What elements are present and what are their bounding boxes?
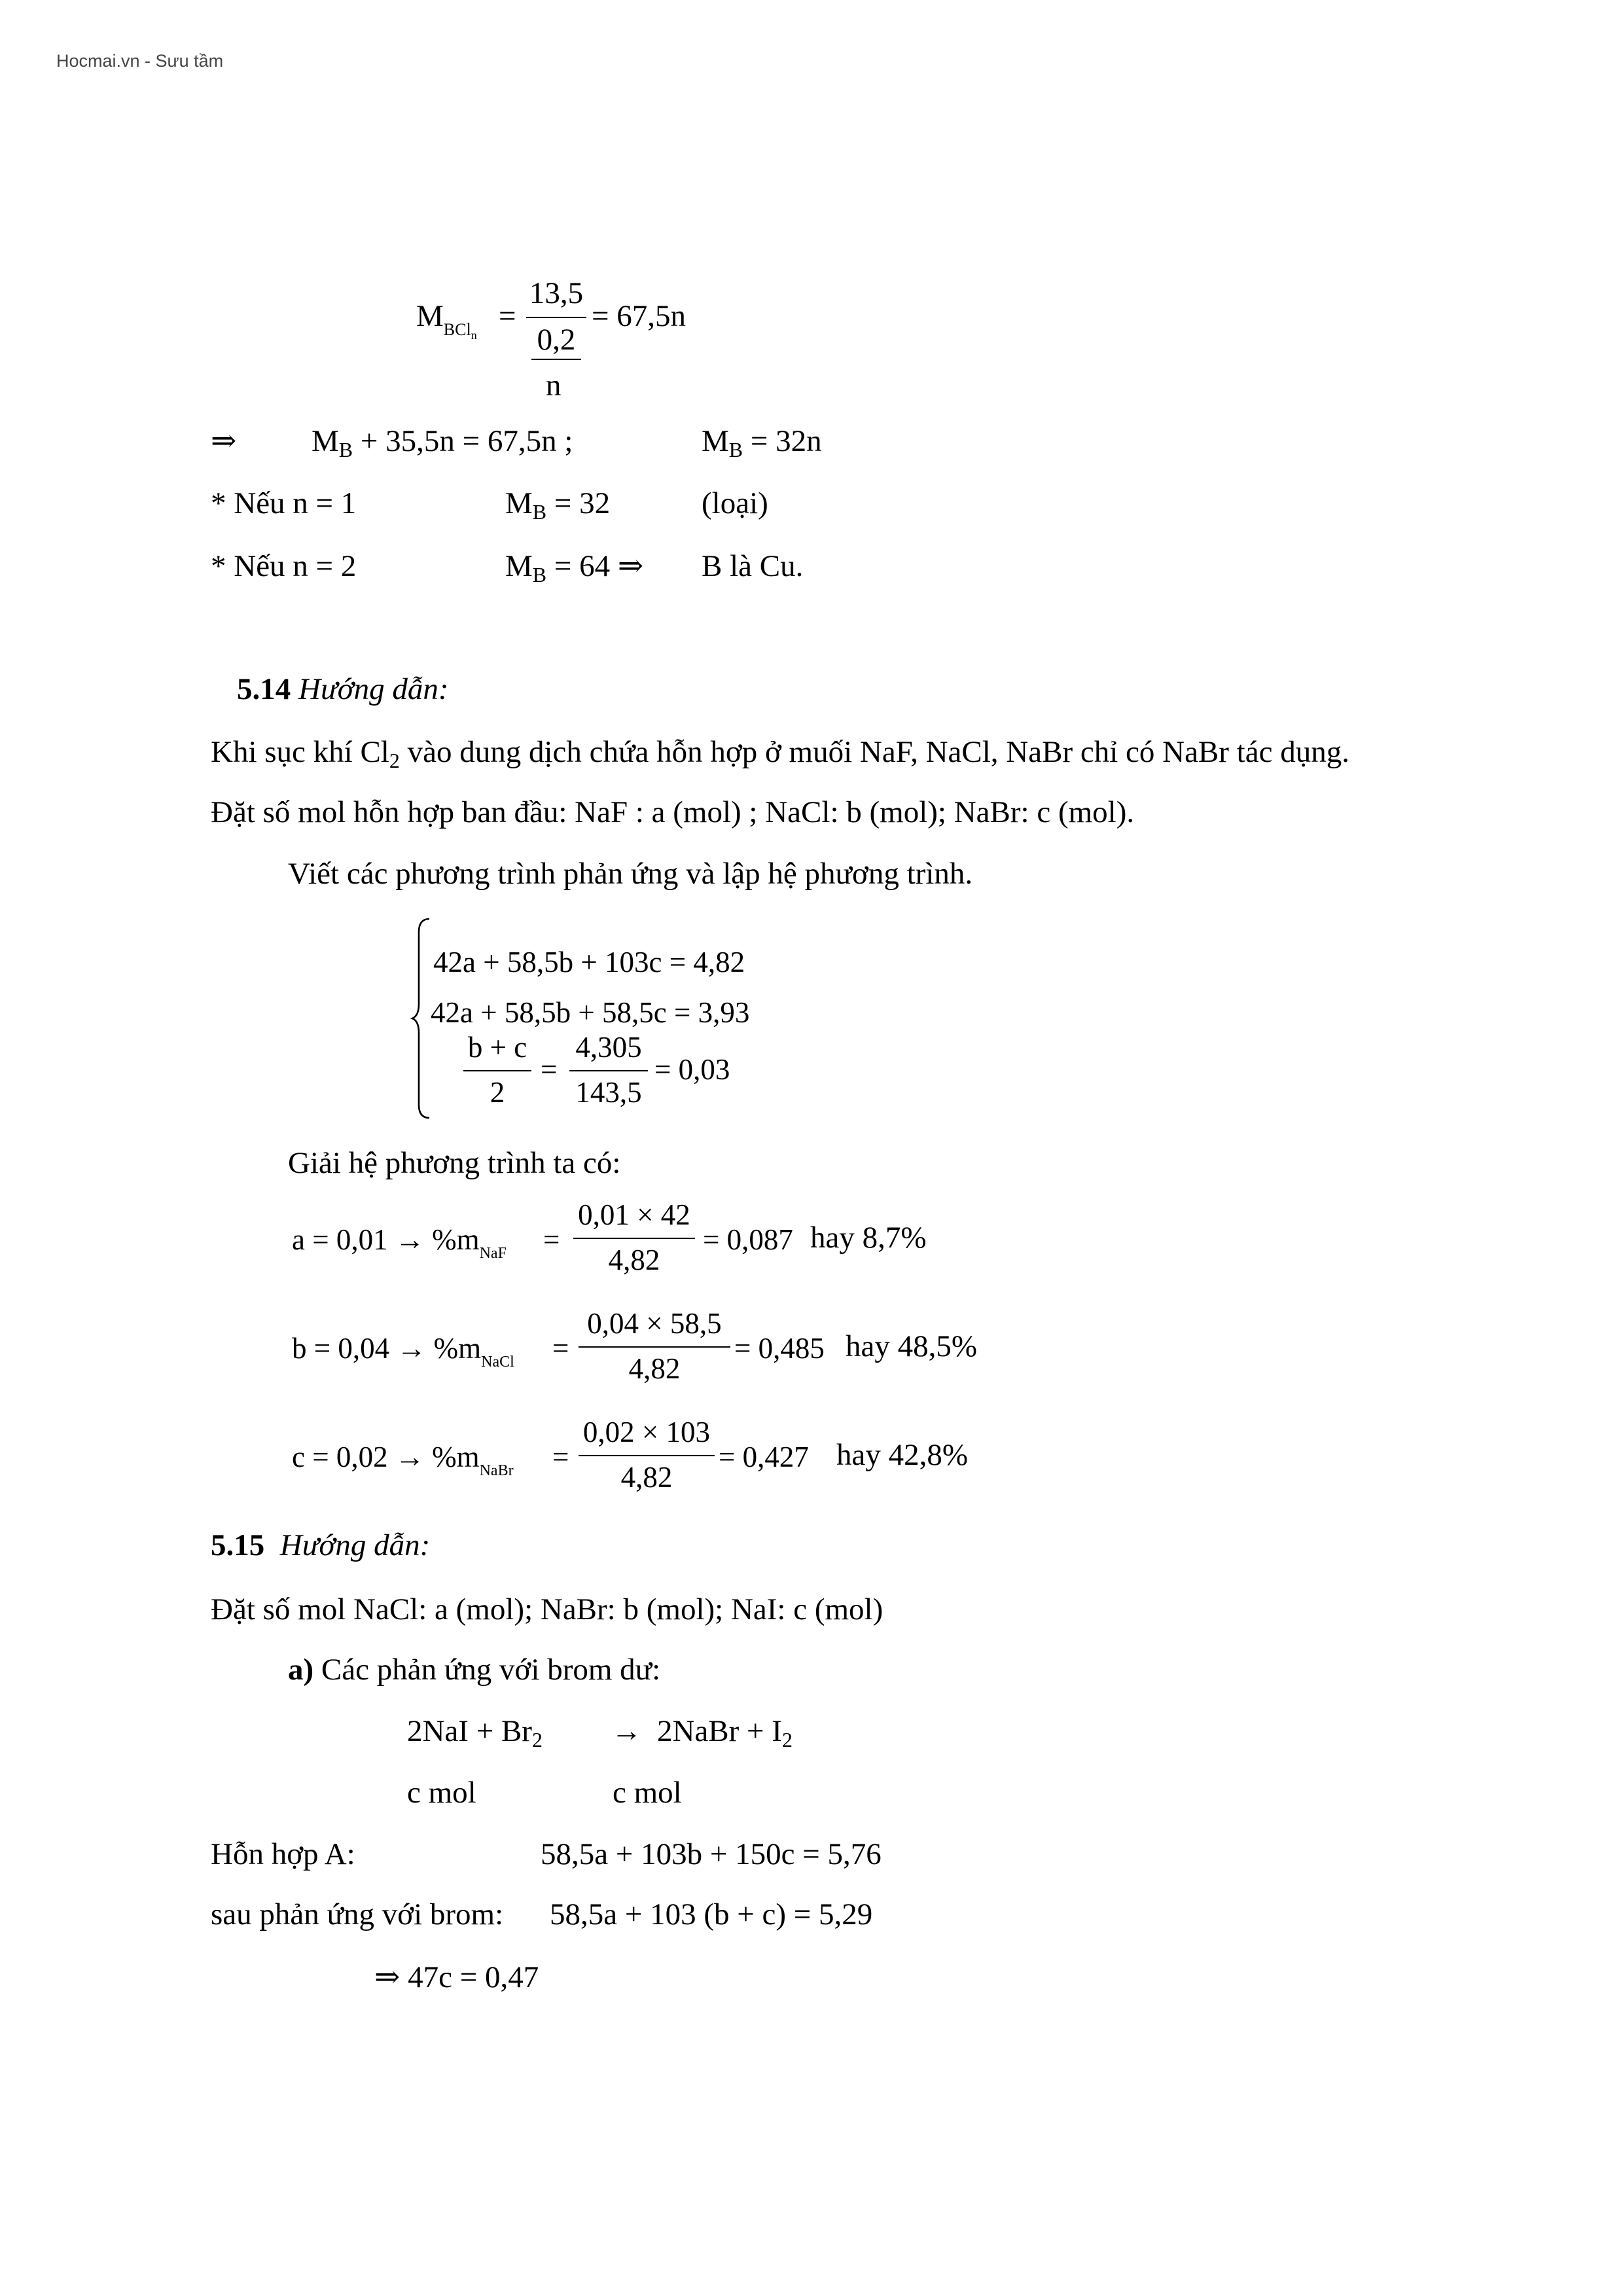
molar-mass-result: = 67,5n	[592, 299, 687, 333]
system-eq3-result: = 0,03	[654, 1053, 730, 1086]
s514-paragraph-1: Khi sục khí $Cl_2$ vào dung dịch chứa hỗn hợp ở muối NaF, NaCl, NaBr chỉ có NaBr tác dụng.	[211, 735, 1349, 772]
result-naf-value: = 0,087	[703, 1223, 793, 1256]
fraction-bar	[579, 1346, 730, 1348]
result-nabr-percent: hay 42,8%	[836, 1438, 969, 1472]
result-nabr-left: $c = 0,02 \to \%m_{NaBr}$	[292, 1441, 514, 1480]
after-bromine-equation: 58,5a + 103 (b + c) = 5,29	[550, 1897, 873, 1931]
s514-paragraph-2: Đặt số mol hỗn hợp ban đầu: NaF : a (mol) ; NaCl: b (mol); NaBr: c (mol).	[211, 795, 1135, 829]
implies-arrow: ⇒	[211, 424, 237, 458]
result-nabr-numerator: 0,02 × 103	[582, 1416, 711, 1448]
fraction-denominator-top: 0,2	[537, 323, 576, 357]
reaction-products: 2NaBr + $I_2$	[657, 1714, 793, 1751]
section-5-15-heading: 5.15 Hướng dẫn:	[211, 1528, 431, 1562]
fraction-numerator: 13,5	[529, 276, 584, 310]
case-n2-note: B là Cu.	[702, 549, 804, 583]
reaction-reactants: $2NaI + Br_2$	[407, 1714, 543, 1751]
system-eq3-fraction-1	[463, 1033, 531, 1107]
system-equation-1: 42a + 58,5b + 103c = 4,82	[433, 946, 745, 978]
result-naf-fraction	[573, 1200, 695, 1275]
reaction-mol-2: c mol	[613, 1776, 682, 1810]
molar-mass-symbol: $M_{BCl_n}$	[416, 299, 477, 342]
reaction-mol-1: c mol	[407, 1776, 476, 1810]
equals-sign: =	[543, 1223, 560, 1256]
s515-paragraph-1: Đặt số mol NaCl: a (mol); NaBr: b (mol); NaI: c (mol)	[211, 1592, 883, 1626]
case-n1-note: (loại)	[702, 486, 768, 520]
fraction-denominator-bottom: n	[546, 368, 562, 403]
case-n1-label: * Nếu n = 1	[211, 486, 357, 520]
equation-mb-2: $M_B = 32n$	[702, 424, 822, 461]
fraction-bar	[573, 1238, 695, 1239]
inner-fraction-bar	[531, 359, 581, 360]
result-nabr-value: = 0,427	[719, 1441, 809, 1473]
equals-sign: =	[541, 1053, 558, 1086]
result-naf-left: $a = 0,01 \to \%m_{NaF}$	[292, 1223, 507, 1263]
equation-mb-1: $M_B + 35,5n = 67,5n$ ;	[312, 424, 573, 461]
result-nacl-percent: hay 48,5%	[846, 1329, 978, 1363]
eq3-denominator: 2	[490, 1076, 505, 1109]
eq3-numerator-2: 4,305	[575, 1031, 642, 1064]
fraction-bar	[569, 1070, 648, 1071]
equals-sign: =	[499, 299, 516, 333]
system-equation-2: 42a + 58,5b + 58,5c = 3,93	[431, 996, 750, 1029]
case-n2-label: * Nếu n = 2	[211, 549, 357, 583]
result-naf-percent: hay 8,7%	[810, 1221, 927, 1255]
result-nacl-numerator: 0,04 × 58,5	[587, 1307, 722, 1340]
reaction-arrow-icon: →	[611, 1714, 642, 1748]
final-equation: ⇒ 47c = 0,47	[374, 1960, 539, 1994]
fraction-bar	[526, 317, 586, 318]
fraction-bar	[463, 1070, 531, 1071]
after-bromine-label: sau phản ứng với brom:	[211, 1897, 504, 1931]
system-eq3-fraction-2	[569, 1033, 648, 1107]
equals-sign: =	[552, 1441, 569, 1473]
s514-paragraph-3: Viết các phương trình phản ứng và lập hệ phương trình.	[288, 857, 973, 891]
result-nabr-denominator: 4,82	[620, 1461, 673, 1494]
result-nacl-denominator: 4,82	[628, 1352, 681, 1385]
case-n1-value: $M_B = 32$	[505, 486, 611, 524]
section-5-14-heading: 5.14 Hướng dẫn:	[237, 672, 449, 706]
fraction-bar	[579, 1455, 715, 1456]
mixture-a-label: Hỗn hợp A:	[211, 1837, 355, 1871]
s515-part-a: a) Các phản ứng với brom dư:	[288, 1653, 661, 1687]
result-naf-denominator: 4,82	[608, 1244, 660, 1276]
result-nacl-value: = 0,485	[734, 1332, 825, 1365]
result-nacl-fraction	[579, 1309, 730, 1384]
mixture-a-equation: 58,5a + 103b + 150c = 5,76	[541, 1837, 882, 1871]
result-nabr-fraction	[579, 1418, 715, 1492]
eq3-denominator-2: 143,5	[575, 1076, 642, 1109]
page-header-source: Hocmai.vn - Sưu tầm	[56, 51, 224, 71]
case-n2-value: $M_B = 64$ ⇒	[505, 549, 644, 586]
result-naf-numerator: 0,01 × 42	[578, 1198, 690, 1231]
result-nacl-left: $b = 0,04 \to \%m_{NaCl}$	[292, 1332, 514, 1371]
fraction-molar-mass	[526, 278, 586, 355]
eq3-numerator: b + c	[467, 1031, 527, 1064]
s514-paragraph-4: Giải hệ phương trình ta có:	[288, 1146, 621, 1180]
equals-sign: =	[552, 1332, 569, 1365]
